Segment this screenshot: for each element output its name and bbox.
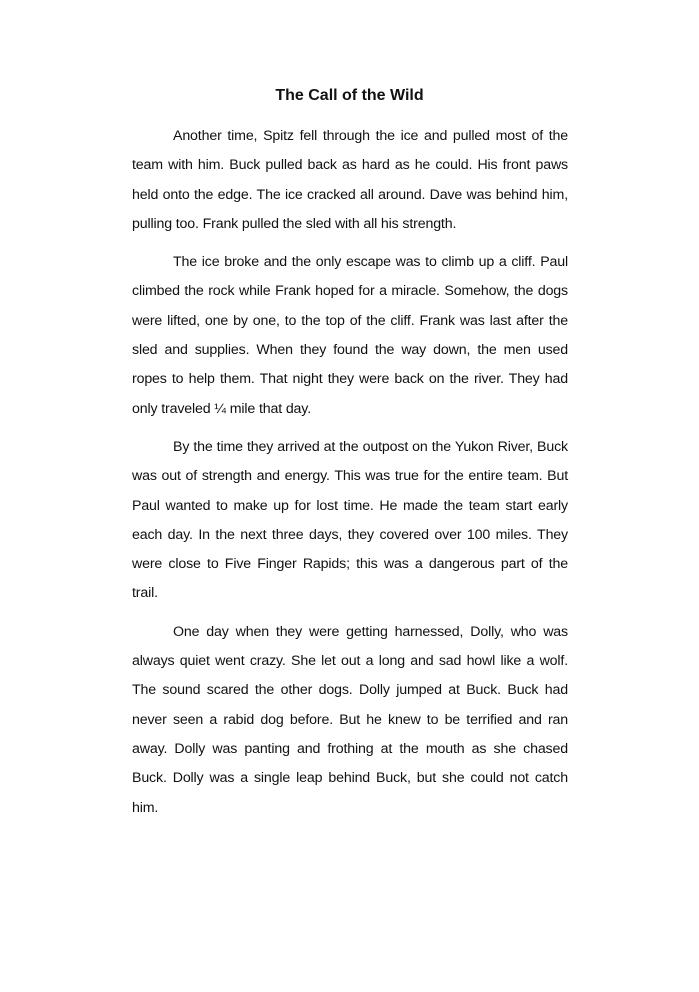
- paragraph-3: By the time they arrived at the outpost on the Yukon River, Buck was out of strength and energy. This was true for the entire team. But Paul wanted to make up for lost time. He made the team start early each day. In the next three days, they covered over 100 miles. They were close to Five Finger Rapids; this was a dangerous part of the trail.: [132, 438, 568, 602]
- paragraph-1: Another time, Spitz fell through the ice and pulled most of the team with him. Buck pulled back as hard as he could. His front paws held onto the edge. The ice cracked all around. Dave was behind him, pulling too. Frank pulled the sled with all his strength.: [132, 128, 568, 232]
- document-body: [132, 122, 568, 832]
- paragraph-2: The ice broke and the only escape was to climb up a cliff. Paul climbed the rock while Frank hoped for a miracle. Somehow, the dogs were lifted, one by one, to the top of the cliff. Frank was last after the sled and supplies. When they found the way down, the men used ropes to help them. That night they were back on the river. They had only traveled ¼ mile that day.: [132, 254, 568, 417]
- paragraph-4: One day when they were getting harnessed, Dolly, who was always quiet went crazy. She let out a long and sad howl like a wolf. The sound scared the other dogs. Dolly jumped at Buck. Buck had never seen a rabid dog before. But he knew to be terrified and ran away. Dolly was panting and frothing at the mouth as she chased Buck. Dolly was a single leap behind Buck, but she could not catch him.: [132, 623, 568, 816]
- page-title: The Call of the Wild: [275, 87, 424, 104]
